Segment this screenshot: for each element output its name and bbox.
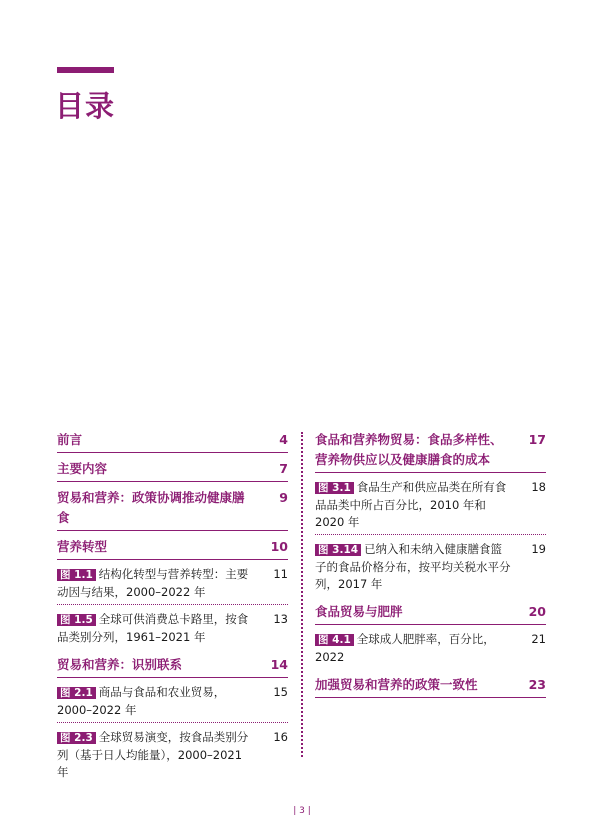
figure-title: 商品与食品和农业贸易，2000–2022 年 bbox=[57, 685, 226, 717]
figure-title: 全球贸易演变，按食品类别分列（基于日人均能量），2000–2021 年 bbox=[57, 730, 249, 779]
toc-section-entry[interactable] bbox=[315, 602, 546, 625]
toc-section-entry[interactable] bbox=[57, 459, 288, 482]
toc-page-number: 21 bbox=[531, 632, 546, 646]
figure-title: 全球可供消费总卡路里，按食品类别分列，1961–2021 年 bbox=[57, 612, 249, 644]
toc-page-number: 18 bbox=[531, 480, 546, 494]
toc-right-column bbox=[315, 430, 546, 704]
toc-figure-entry[interactable] bbox=[315, 541, 546, 596]
figure-tag: 图 4.1 bbox=[315, 634, 354, 646]
toc-figure-entry[interactable] bbox=[57, 566, 288, 605]
toc-entry-text bbox=[57, 729, 288, 781]
toc-entry-text bbox=[315, 479, 546, 531]
toc-section-entry[interactable] bbox=[315, 430, 546, 473]
toc-entry-text: 主要内容 bbox=[57, 461, 108, 476]
toc-section-entry[interactable] bbox=[315, 675, 546, 698]
toc-figure-entry[interactable] bbox=[315, 631, 546, 669]
toc-page-number: 23 bbox=[528, 677, 546, 692]
toc-entry-text: 前言 bbox=[57, 432, 83, 447]
toc-left-column bbox=[57, 430, 288, 790]
toc-page-number: 19 bbox=[531, 542, 546, 556]
toc-page-number: 13 bbox=[273, 612, 288, 626]
toc-figure-entry[interactable] bbox=[57, 611, 288, 649]
figure-title: 食品生产和供应品类在所有食品品类中所占百分比，2010 年和 2020 年 bbox=[315, 480, 507, 529]
toc-figure-entry[interactable] bbox=[315, 479, 546, 535]
toc-figure-entry[interactable] bbox=[57, 729, 288, 784]
figure-tag: 图 2.3 bbox=[57, 732, 96, 744]
toc-page-number: 14 bbox=[270, 657, 288, 672]
toc-page-number: 20 bbox=[528, 604, 546, 619]
toc-section-entry[interactable] bbox=[57, 537, 288, 560]
figure-title: 全球成人肥胖率，百分比，2022 bbox=[315, 632, 495, 664]
toc-figure-entry[interactable] bbox=[57, 684, 288, 723]
toc-entry-text: 营养转型 bbox=[57, 539, 108, 554]
figure-tag: 图 2.1 bbox=[57, 687, 96, 699]
toc-entry-text bbox=[57, 611, 288, 646]
toc-section-entry[interactable] bbox=[57, 430, 288, 453]
toc-page-number: 15 bbox=[273, 685, 288, 699]
page-number: | 3 | bbox=[293, 806, 311, 816]
toc-entry-text bbox=[57, 566, 288, 601]
toc-page-number: 4 bbox=[279, 432, 288, 447]
page-title: 目录 bbox=[55, 89, 116, 123]
toc-entry-text: 加强贸易和营养的政策一致性 bbox=[315, 677, 478, 692]
figure-tag: 图 3.14 bbox=[315, 544, 361, 556]
toc-page-number: 16 bbox=[273, 730, 288, 744]
toc-section-entry[interactable] bbox=[57, 488, 288, 531]
toc-page-number: 7 bbox=[279, 461, 288, 476]
figure-tag: 图 3.1 bbox=[315, 482, 354, 494]
toc-entry-text: 贸易和营养：政策协调推动健康膳食 bbox=[57, 490, 245, 525]
figure-title: 已纳入和未纳入健康膳食篮子的食品价格分布，按平均关税水平分列，2017 年 bbox=[315, 542, 511, 591]
toc-entry-text bbox=[315, 631, 546, 666]
toc-section-entry[interactable] bbox=[57, 655, 288, 678]
toc-page-number: 11 bbox=[273, 567, 288, 581]
toc-page-number: 9 bbox=[279, 490, 288, 505]
toc-entry-text bbox=[57, 684, 288, 719]
toc-page-number: 10 bbox=[270, 539, 288, 554]
column-divider bbox=[301, 432, 303, 757]
figure-tag: 图 1.5 bbox=[57, 614, 96, 626]
figure-tag: 图 1.1 bbox=[57, 569, 96, 581]
toc-entry-text bbox=[315, 541, 546, 593]
figure-title: 结构化转型与营养转型：主要动因与结果，2000–2022 年 bbox=[57, 567, 249, 599]
title-accent-bar bbox=[57, 67, 114, 73]
toc-entry-text: 贸易和营养：识别联系 bbox=[57, 657, 183, 672]
toc-entry-text: 食品贸易与肥胖 bbox=[315, 604, 403, 619]
toc-page-number: 17 bbox=[528, 432, 546, 447]
toc-entry-text: 食品和营养物贸易：食品多样性、营养物供应以及健康膳食的成本 bbox=[315, 432, 503, 467]
